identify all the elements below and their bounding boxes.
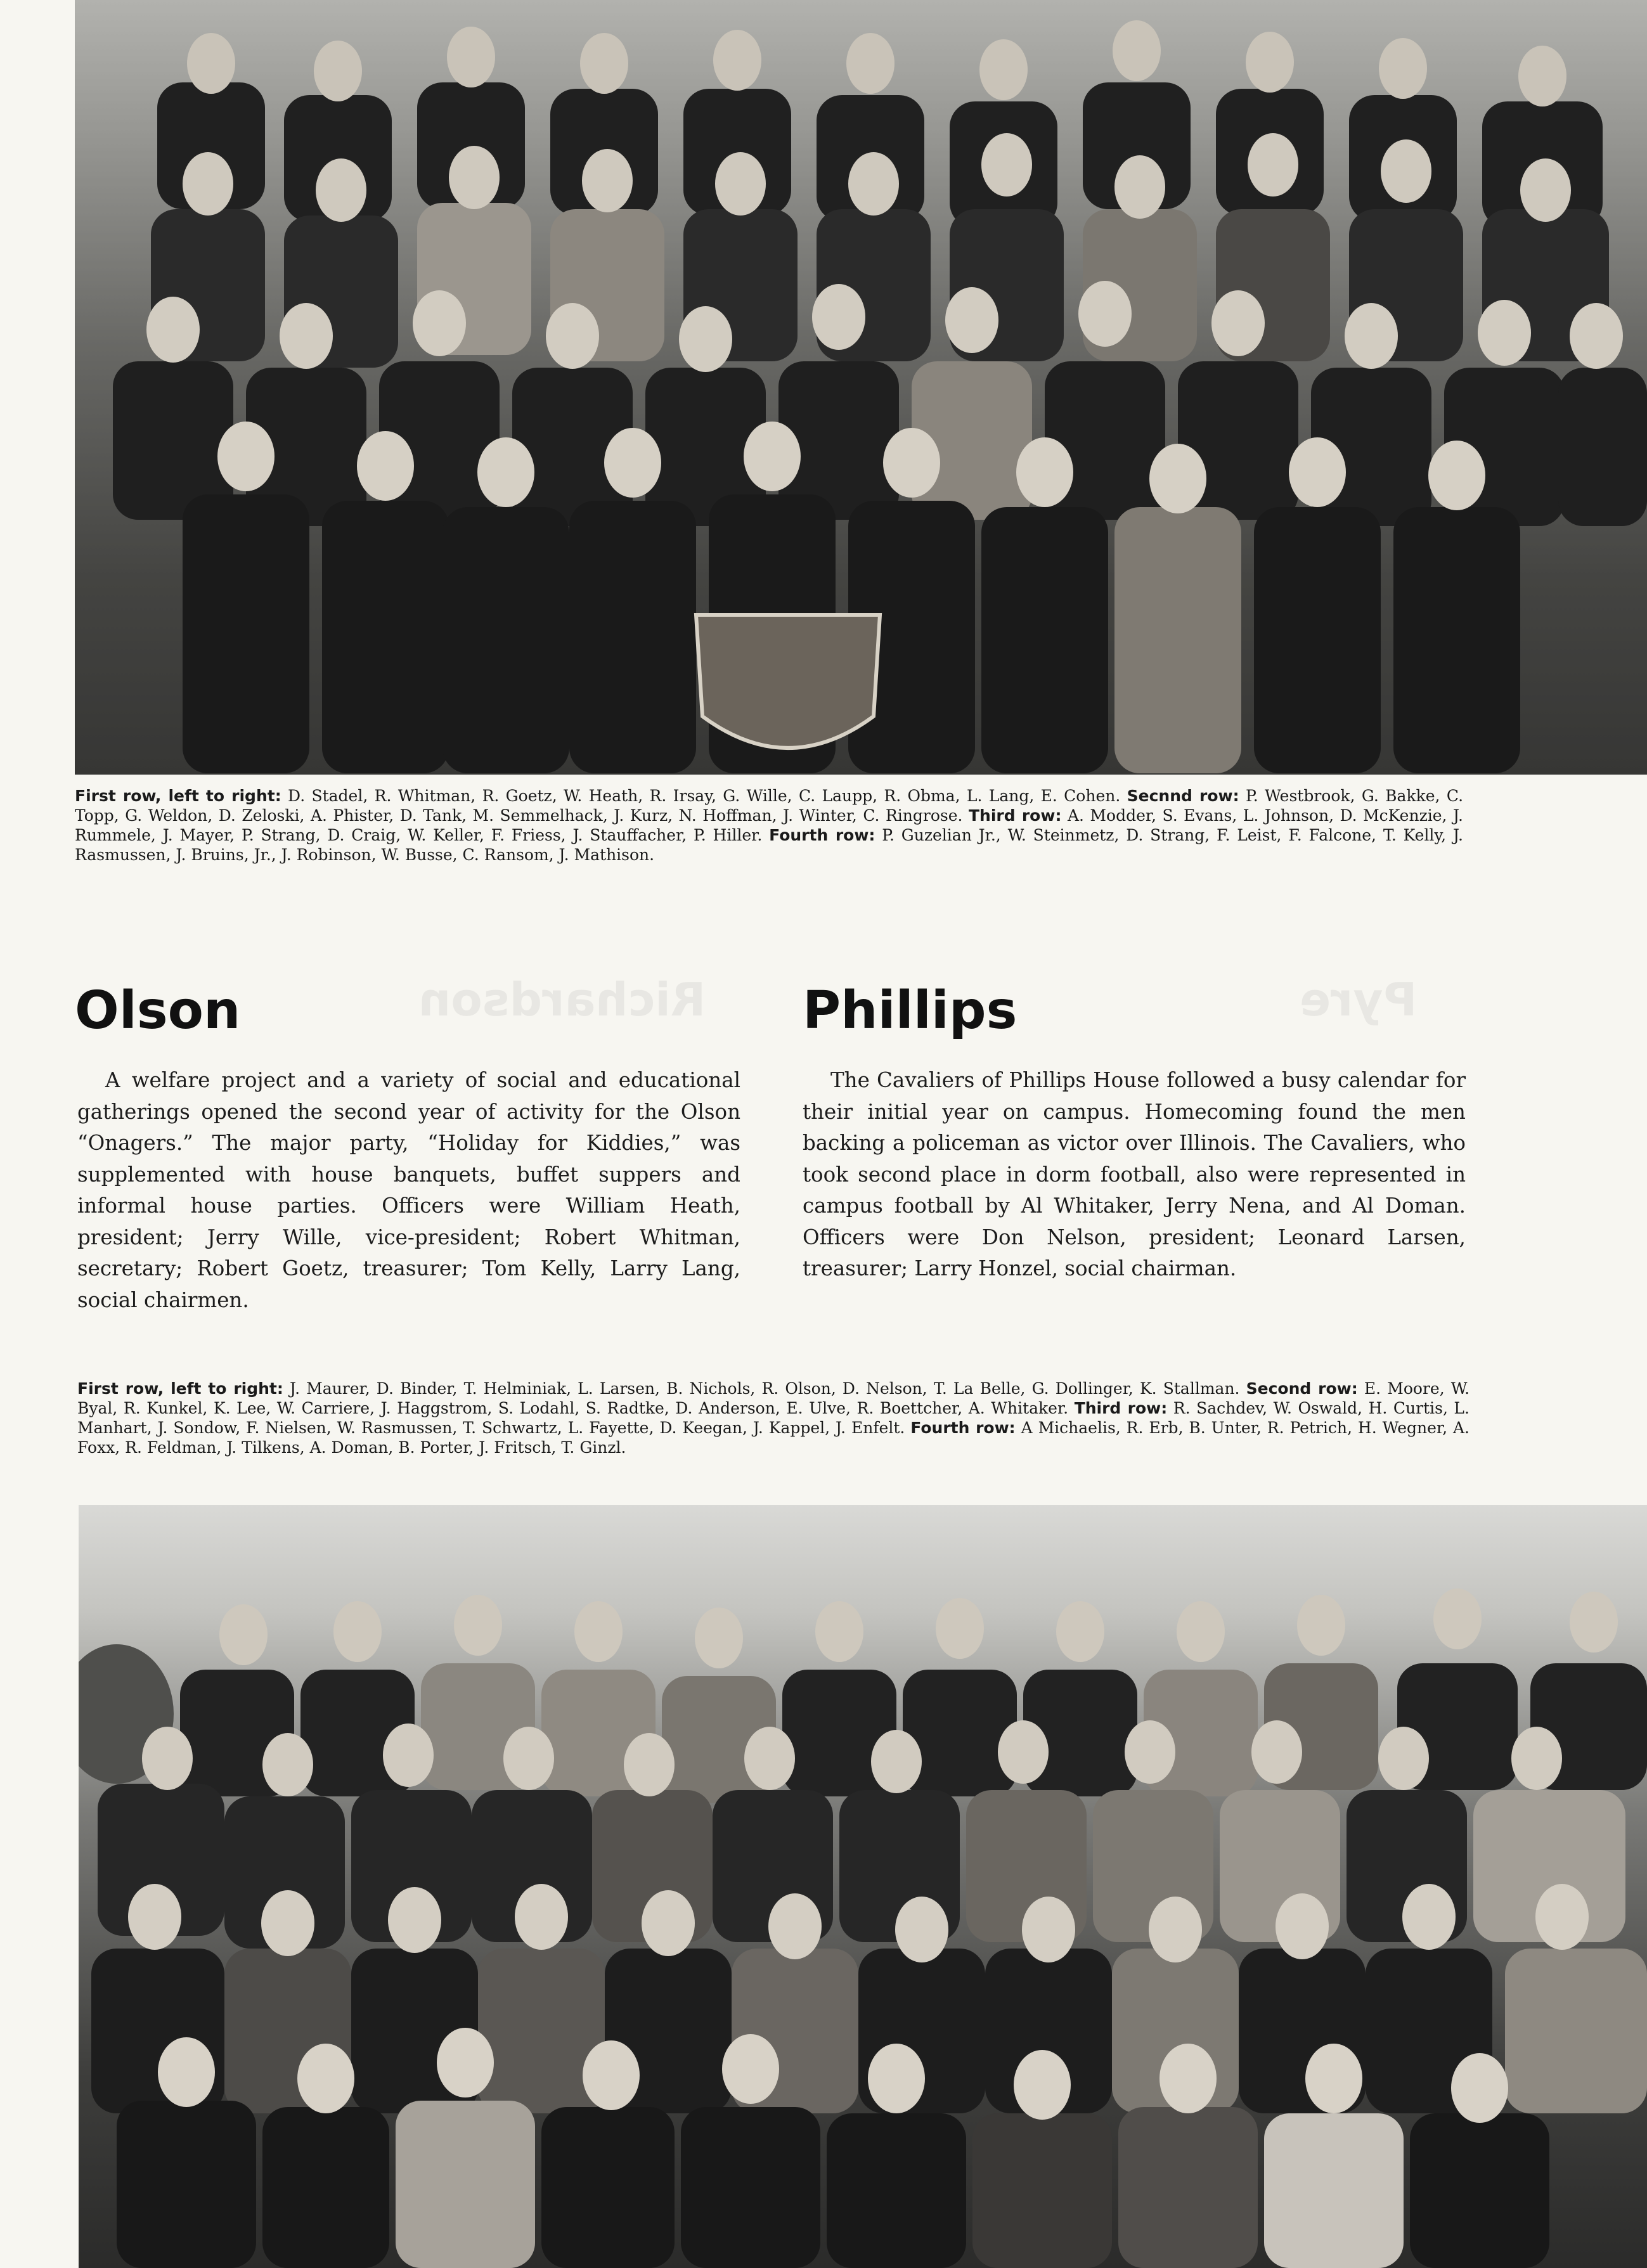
caption-row-names: A. Modder, S. Evans, L. Johnson, D. McKenzie, J. Rummele, J. Mayer, P. Strang, D. Craig, W. Keller, F. Friess, J. Stauffacher, P. Hiller. [75, 806, 1463, 844]
caption-row-label: First row, left to right: [75, 787, 281, 805]
caption-row-names: A Michaelis, R. Erb, B. Unter, R. Petrich, H. Wegner, A. Foxx, R. Feldman, J. Tilkens, A. Doman, B. Porter, J. Fritsch, T. Ginzl. [77, 1419, 1469, 1457]
phillips-photo-caption [77, 1379, 1469, 1457]
caption-row-label: Third row: [968, 806, 1062, 825]
caption-row-label: Fourth row: [910, 1419, 1016, 1437]
caption-row-label: Third row: [1074, 1399, 1168, 1417]
olson-photo-caption [75, 786, 1463, 865]
bleed-through-heading: Richardson [418, 973, 706, 1026]
crest-shield [696, 615, 880, 748]
caption-row-label: Second row: [1246, 1379, 1358, 1398]
phillips-photo-figures [79, 1505, 1647, 2268]
caption-row-label: First row, left to right: [77, 1379, 283, 1398]
section-body-olson: A welfare project and a variety of social and educational gatherings opened the second year of activity for the Olson “Onagers.” The major party, “Holiday for Kiddies,” was supplemented with house banquets, buffet suppers and informal house parties. Officers were William Heath, president; Jerry Wille, vice-president; Robert Whitman, secretary; Robert Goetz, treasurer; Tom Kelly, Larry Lang, social chairmen. [77, 1068, 740, 1312]
caption-row-names: P. Westbrook, G. Bakke, C. Topp, G. Weldon, D. Zeloski, A. Phister, D. Tank, M. Semmelhack, J. Kurz, N. Hoffman, J. Winter, C. Ringrose. [75, 787, 1464, 825]
caption-row-names: R. Sachdev, W. Oswald, H. Curtis, L. Manhart, J. Sondow, F. Nielsen, W. Rasmussen, T. Schwartz, L. Fayette, D. Keegan, J. Kappel, J. Enfelt. [77, 1399, 1469, 1437]
olson-photo-figures [75, 0, 1647, 775]
caption-row-names: P. Guzelian Jr., W. Steinmetz, D. Strang, F. Leist, F. Falcone, T. Kelly, J. Rasmussen, J. Bruins, Jr., J. Robinson, W. Busse, C. Ransom, J. Mathison. [75, 826, 1463, 864]
phillips-group-photo [79, 1505, 1647, 2268]
caption-row-label: Fourth row: [769, 826, 875, 844]
caption-row-label: Secnnd row: [1127, 787, 1239, 805]
section-title-olson: Olson [75, 981, 241, 1041]
bleed-through-heading: Pyre [1300, 973, 1418, 1026]
caption-row-names: E. Moore, W. Byal, R. Kunkel, K. Lee, W. Carriere, J. Haggstrom, S. Lodahl, S. Radtke, D. Anderson, E. Ulve, R. Boettcher, A. Whitaker. [77, 1379, 1470, 1417]
section-body-phillips: The Cavaliers of Phillips House followed a busy calendar for their initial year on campus. Homecoming found the men backing a policeman as victor over Illinois. The Cavaliers, who took second place in dorm football, also were represented in campus football by Al Whitaker, Jerry Nena, and Al Doman. Officers were Don Nelson, president; Leonard Larsen, treasurer; Larry Honzel, social chairman. [803, 1068, 1466, 1280]
section-title-phillips: Phillips [803, 981, 1017, 1041]
caption-row-names: J. Maurer, D. Binder, T. Helminiak, L. Larsen, B. Nichols, R. Olson, D. Nelson, T. La Belle, G. Dollinger, K. Stallman. [290, 1379, 1240, 1398]
olson-group-photo [75, 0, 1647, 775]
caption-row-names: D. Stadel, R. Whitman, R. Goetz, W. Heath, R. Irsay, G. Wille, C. Laupp, R. Obma, L. Lang, E. Cohen. [288, 787, 1121, 805]
